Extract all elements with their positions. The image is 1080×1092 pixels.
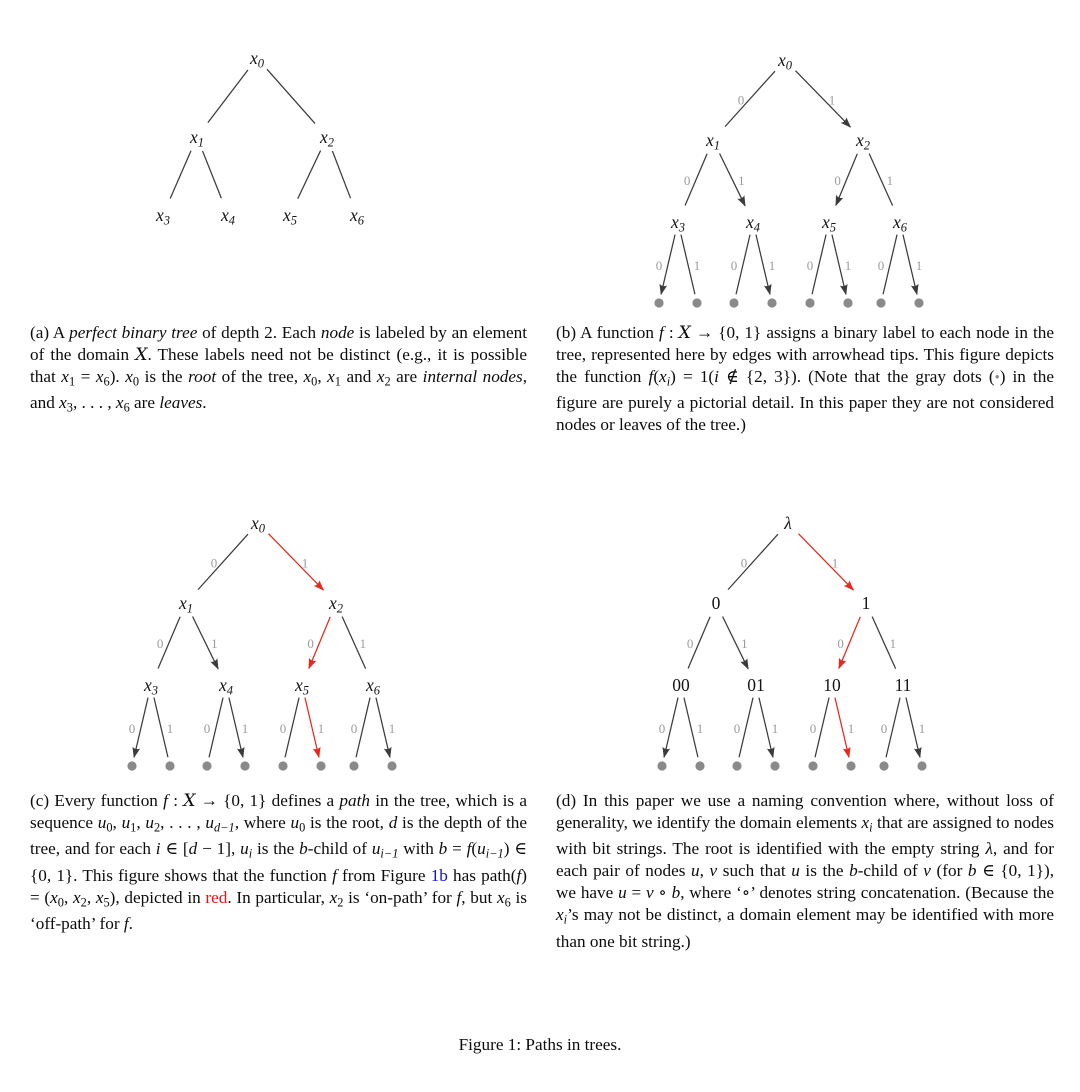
tree-edge — [170, 151, 191, 199]
caption-text: u — [290, 813, 300, 832]
caption-text: v — [923, 861, 931, 881]
caption-text: , where — [234, 813, 291, 832]
caption-text: red — [205, 887, 228, 907]
tree-edge — [664, 698, 678, 758]
caption-text: i−1 — [485, 846, 504, 861]
caption-text: X — [678, 323, 691, 343]
tree-node-label: 0 — [711, 593, 721, 613]
leaf-dot — [767, 298, 776, 307]
caption-text: λ — [985, 839, 993, 859]
leaf-dot — [387, 761, 396, 770]
edge-bit-label: 1 — [915, 257, 923, 273]
caption-text: 0 — [57, 895, 64, 910]
tree-c-diagram — [73, 508, 433, 778]
caption-text: are — [129, 393, 160, 413]
tree-edge — [209, 698, 223, 758]
caption-text: , and — [30, 367, 528, 413]
caption-text: ∘ — [653, 883, 672, 903]
edge-bit-label: 0 — [740, 555, 748, 571]
caption-text: (for — [930, 861, 968, 881]
caption-text: ) ∈ {0, 1}. This figure shows that the function — [30, 839, 527, 885]
caption-text: , — [136, 813, 146, 832]
leaf-dot — [843, 298, 852, 307]
tree-edge — [285, 698, 299, 758]
caption-text: in the tree, which is a sequence — [30, 791, 527, 832]
caption-text: ’s may not be distinct, a domain element may be identified with more than one bit string.) — [556, 905, 1054, 951]
caption-text: , . . . , — [160, 813, 206, 832]
caption-text: i — [248, 846, 253, 861]
caption-text: 2 — [153, 820, 161, 835]
edge-bit-label: 0 — [737, 92, 745, 108]
tree-node-label: $x_6$ — [892, 212, 908, 235]
edge-bit-label: 1 — [211, 636, 218, 652]
tree-a-diagram — [127, 43, 407, 243]
caption-text: . — [128, 914, 133, 934]
caption-text: u — [618, 883, 627, 903]
edge-bit-label: 0 — [128, 720, 136, 736]
caption-text: f — [648, 367, 654, 386]
caption-text: such that — [717, 861, 792, 881]
caption-text: 6 — [504, 895, 511, 910]
caption-text: 2 — [384, 374, 391, 389]
caption-text: , — [317, 367, 328, 386]
tree-edge — [728, 534, 778, 589]
caption-text: → {0, 1} defines a — [195, 791, 340, 810]
caption-text: x — [95, 367, 104, 386]
caption-text: 0 — [132, 374, 140, 389]
tree-node-label: $x_0$ — [250, 513, 266, 536]
caption-text: i — [155, 839, 161, 859]
caption-text: b — [967, 861, 977, 881]
caption-text: path — [339, 791, 370, 810]
caption-text: x — [329, 887, 338, 907]
tree-node-label: $x_3$ — [670, 212, 686, 235]
caption-text: , — [63, 887, 73, 907]
caption-text: ( — [471, 839, 478, 859]
tree-edge — [298, 151, 321, 199]
tree-node-label: $x_4$ — [218, 675, 234, 698]
caption-text: = — [626, 883, 646, 903]
caption-text: 6 — [103, 374, 110, 389]
caption-text: u — [371, 839, 381, 859]
caption-text: is ‘on-path’ for — [343, 887, 457, 907]
caption-text: x — [327, 367, 335, 386]
leaf-dot — [278, 761, 287, 770]
leaf-dot — [914, 298, 923, 307]
caption-text: 0 — [299, 820, 306, 835]
caption-text: of the tree, — [216, 367, 304, 386]
tree-node-label: $x_0$ — [777, 50, 793, 73]
caption-text: . — [202, 393, 207, 413]
caption-text: -child of — [857, 861, 924, 881]
caption-text: X — [183, 791, 196, 811]
leaf-dot — [349, 761, 358, 770]
caption-text: ) in the figure are purely a pictorial detail. In this paper they are not considered nodes or leaves of the tree.) — [556, 367, 1055, 435]
caption-text: is the depth of the tree, and for each — [30, 813, 527, 859]
caption-text: 1 — [68, 374, 76, 389]
edge-bit-label: 1 — [741, 636, 748, 652]
tree-node-label: $x_4$ — [220, 205, 236, 228]
caption-text: : — [167, 791, 184, 810]
caption-text: u — [97, 813, 107, 832]
figure-1b-link[interactable]: 1b — [430, 865, 448, 885]
edge-bit-label: 1 — [847, 720, 855, 736]
tree-node-label: $x_3$ — [155, 205, 171, 228]
edge-bit-label: 0 — [686, 636, 694, 652]
caption-text: , and for each pair of nodes — [556, 839, 1054, 881]
leaf-dot — [654, 298, 663, 307]
tree-edge-red-path — [798, 534, 853, 590]
caption-text: node — [320, 323, 355, 342]
caption-text: 5 — [103, 895, 110, 910]
caption-text: leaves — [159, 393, 203, 413]
tree-node-label: 00 — [672, 675, 690, 695]
edge-bit-label: 0 — [279, 720, 287, 736]
tree-edge — [198, 534, 248, 589]
leaf-dot — [127, 761, 136, 770]
edge-bit-label: 1 — [696, 720, 704, 736]
edge-bit-label: 1 — [359, 636, 367, 652]
caption-text: v — [645, 883, 654, 903]
caption-text: u — [205, 813, 214, 832]
caption-text: 3 — [66, 400, 73, 415]
edge-bit-label: 1 — [388, 720, 396, 736]
tree-edge — [725, 71, 775, 126]
caption-text: ) = ( — [30, 865, 527, 907]
caption-text: x — [659, 367, 667, 386]
caption-text: , — [699, 861, 710, 881]
tree-edge — [812, 235, 826, 295]
edge-bit-label: 0 — [880, 720, 888, 736]
edge-bit-label: 1 — [301, 555, 309, 571]
caption-text: (d) In this paper we use a naming convention where, without loss of generality, we identify the domain elements — [556, 791, 1054, 832]
caption-text: x — [115, 393, 124, 413]
leaf-dot — [165, 761, 174, 770]
edge-bit-label: 0 — [806, 257, 814, 273]
caption-text: ) = — [670, 367, 700, 386]
caption-text: b — [438, 839, 448, 859]
caption-text: ( — [653, 367, 660, 386]
tree-node-label: $x_2$ — [319, 127, 335, 150]
caption-text: (c) Every function — [30, 791, 164, 810]
edge-bit-label: 0 — [683, 173, 691, 189]
caption-text: x — [72, 887, 81, 907]
leaf-dot — [657, 761, 666, 770]
caption-text: f — [163, 791, 168, 810]
caption-text: perfect binary tree — [69, 323, 198, 342]
caption-text: with — [398, 839, 439, 859]
tree-node-label: $x_6$ — [365, 675, 381, 698]
caption-text: f — [466, 839, 472, 859]
leaf-dot — [695, 761, 704, 770]
edge-bit-label: 1 — [844, 257, 852, 273]
caption-text: d−1 — [213, 820, 235, 835]
caption-text: i — [714, 367, 719, 386]
caption-text: x — [556, 905, 564, 925]
caption-text: internal nodes — [422, 367, 523, 386]
caption-text: x — [61, 367, 69, 386]
caption-text: ). — [109, 367, 126, 386]
tree-node-label: $x_0$ — [249, 48, 265, 71]
tree-node-label: 1 — [861, 593, 871, 613]
leaf-dot — [770, 761, 779, 770]
caption-text: f — [123, 914, 129, 934]
tree-node-label: $x_1$ — [705, 130, 721, 153]
tree-edge — [134, 698, 148, 758]
tree-edge — [739, 698, 753, 758]
caption-text: and — [340, 367, 377, 386]
caption-text: = — [447, 839, 467, 859]
caption-text: is ‘off-path’ for — [30, 887, 527, 934]
caption-text: v — [709, 861, 718, 881]
caption-text: X — [135, 345, 148, 365]
caption-text: f — [332, 865, 337, 885]
caption-text: 1 — [130, 820, 137, 835]
caption-text: u — [240, 839, 249, 859]
leaf-dot — [876, 298, 885, 307]
caption-text: , . . . , — [72, 393, 116, 413]
caption-text: ∉ {2, 3}). (Note that the gray dots ( — [718, 367, 995, 386]
caption-text: b — [299, 839, 308, 859]
caption-text: ∈ {0, 1}), we have — [556, 861, 1055, 903]
caption-text: is the — [799, 861, 850, 881]
caption-text: = — [75, 367, 96, 386]
caption-text: , but — [461, 887, 497, 907]
caption-text: u — [791, 861, 800, 881]
caption-text: (a) A — [30, 323, 70, 342]
caption-text: (b) A function — [556, 323, 659, 342]
caption-text: ( — [708, 367, 715, 386]
edge-bit-label: 0 — [350, 720, 358, 736]
caption-text: is the — [139, 367, 189, 386]
caption-text: 2 — [337, 895, 344, 910]
caption-text: 0 — [311, 374, 318, 389]
tree-edge — [886, 698, 900, 758]
caption-text: x — [303, 367, 312, 386]
caption-text: u — [477, 839, 486, 859]
subfigure-a-caption — [30, 322, 527, 419]
tree-node-label: $x_4$ — [745, 212, 761, 235]
edge-bit-label: 0 — [730, 257, 738, 273]
edge-bit-label: 1 — [693, 257, 701, 273]
caption-text: , — [112, 813, 122, 832]
edge-bit-label: 0 — [837, 636, 844, 652]
tree-node-label: $x_3$ — [143, 675, 159, 698]
caption-text: from Figure — [336, 865, 431, 885]
caption-text: , — [86, 887, 96, 907]
tree-edge — [356, 698, 370, 758]
leaf-dot — [917, 761, 926, 770]
edge-bit-label: 0 — [809, 720, 817, 736]
caption-text: that are assigned to nodes with bit strings. The root is identified with the empty string — [556, 813, 1054, 859]
caption-text: : — [663, 323, 679, 342]
caption-text: • — [994, 370, 1000, 386]
caption-text: x — [376, 367, 385, 386]
caption-text: 1 — [699, 367, 709, 386]
caption-text: i−1 — [380, 846, 399, 861]
caption-text: → {0, 1} assigns a binary label to each node in the tree, represented here by edges with arrowhead tips. This figure depicts the function — [556, 323, 1054, 386]
tree-edge — [883, 235, 897, 295]
tree-node-label: 11 — [894, 675, 912, 695]
tree-node-label: $x_1$ — [189, 127, 205, 150]
caption-text: ∈ [ — [160, 839, 189, 859]
tree-edge — [736, 235, 750, 295]
tree-node-label: $x_1$ — [178, 593, 194, 616]
caption-text: d — [388, 813, 398, 832]
tree-node-label: $x_5$ — [294, 675, 310, 698]
leaf-dot — [202, 761, 211, 770]
tree-node-label: $x_5$ — [282, 205, 298, 228]
edge-bit-label: 1 — [738, 173, 745, 189]
caption-text: are — [390, 367, 423, 386]
subfigure-b-caption — [556, 322, 1054, 436]
caption-text: root — [188, 367, 217, 386]
caption-text: u — [145, 813, 154, 832]
leaf-dot — [805, 298, 814, 307]
caption-text: u — [121, 813, 131, 832]
tree-node-label: λ — [784, 513, 792, 533]
caption-text: x — [861, 813, 870, 832]
tree-edge — [795, 71, 850, 127]
leaf-dot — [729, 298, 738, 307]
caption-text: x — [496, 887, 505, 907]
subfigure-d-caption — [556, 790, 1054, 953]
caption-text: f — [516, 865, 522, 885]
subfigure-c-caption — [30, 790, 527, 935]
edge-bit-label: 0 — [733, 720, 741, 736]
caption-text: 0 — [106, 820, 113, 835]
caption-text: is the — [252, 839, 300, 859]
edge-bit-label: 0 — [203, 720, 211, 736]
caption-text: ), depicted in — [109, 887, 206, 907]
tree-node-label: $x_2$ — [328, 593, 344, 616]
leaf-dot — [732, 761, 741, 770]
leaf-dot — [846, 761, 855, 770]
edge-bit-label: 1 — [241, 720, 249, 736]
edge-bit-label: 1 — [317, 720, 325, 736]
figure-caption: Figure 1: Paths in trees. — [458, 1035, 622, 1054]
caption-text: x — [125, 367, 133, 386]
edge-bit-label: 0 — [307, 636, 314, 652]
caption-text: 1 — [334, 374, 341, 389]
tree-node-label: 10 — [823, 675, 841, 695]
caption-text: , where ‘∘’ denotes string concatenation. (Because the — [680, 883, 1054, 903]
tree-node-label: 01 — [747, 675, 765, 695]
leaf-dot — [240, 761, 249, 770]
caption-text: b — [849, 861, 858, 881]
leaf-dot — [692, 298, 701, 307]
caption-text: x — [95, 887, 104, 907]
caption-text: is labeled by an element of the domain — [30, 323, 527, 364]
edge-bit-label: 0 — [210, 555, 218, 571]
caption-text: is the root, — [305, 813, 389, 832]
edge-bit-label: 0 — [658, 720, 666, 736]
caption-text: x — [59, 393, 67, 413]
tree-edge — [267, 69, 315, 123]
edge-bit-label: 0 — [834, 173, 841, 189]
tree-node-label: $x_2$ — [855, 130, 871, 153]
tree-edge — [815, 698, 829, 758]
edge-bit-label: 1 — [918, 720, 926, 736]
tree-edge — [208, 70, 248, 123]
tree-edge-red-path — [268, 534, 323, 590]
caption-text: 6 — [123, 400, 130, 415]
caption-text: f — [659, 323, 664, 342]
edge-bit-label: 0 — [655, 257, 663, 273]
tree-edge — [203, 151, 222, 198]
leaf-dot — [316, 761, 325, 770]
caption-text: x — [50, 887, 58, 907]
caption-text: b — [671, 883, 681, 903]
caption-text: of depth 2. Each — [197, 323, 321, 342]
leaf-dot — [879, 761, 888, 770]
edge-bit-label: 1 — [828, 92, 836, 108]
caption-text: -child of — [307, 839, 372, 859]
caption-text: − 1], — [197, 839, 241, 859]
caption-text: 2 — [80, 895, 87, 910]
caption-text: f — [456, 887, 462, 907]
caption-text: d — [188, 839, 198, 859]
edge-bit-label: 0 — [156, 636, 164, 652]
edge-bit-label: 1 — [768, 257, 776, 273]
edge-bit-label: 1 — [166, 720, 174, 736]
caption-text: i — [869, 820, 873, 835]
tree-b-diagram — [600, 45, 960, 315]
edge-bit-label: 0 — [877, 257, 885, 273]
edge-bit-label: 1 — [771, 720, 779, 736]
tree-node-label: $x_5$ — [821, 212, 837, 235]
tree-edge — [332, 151, 350, 198]
caption-text: u — [691, 861, 700, 881]
leaf-dot — [808, 761, 817, 770]
caption-text: i — [666, 374, 671, 389]
caption-text: i — [563, 912, 568, 927]
tree-d-diagram — [603, 508, 963, 778]
edge-bit-label: 1 — [886, 173, 894, 189]
caption-text: . In particular, — [227, 887, 330, 907]
edge-bit-label: 1 — [831, 555, 839, 571]
tree-edge — [661, 235, 675, 295]
caption-text: has path( — [447, 865, 517, 885]
edge-bit-label: 1 — [889, 636, 897, 652]
caption-text: . These labels need not be distinct (e.g., it is possible that — [30, 345, 527, 386]
tree-node-label: $x_6$ — [349, 205, 365, 228]
